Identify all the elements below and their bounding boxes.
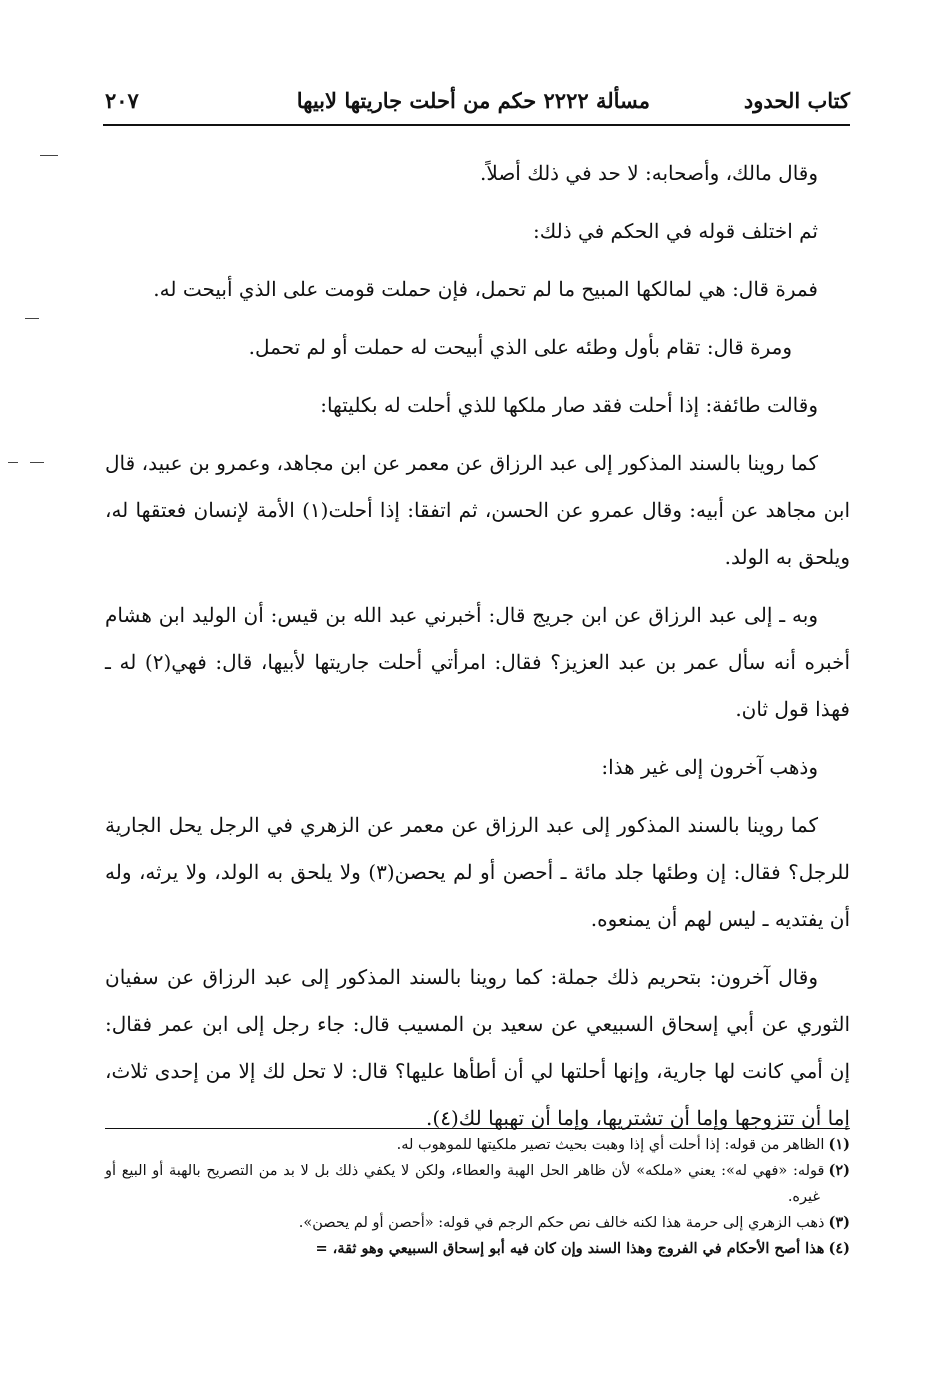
margin-mark	[25, 318, 39, 319]
footnote	[105, 1236, 850, 1262]
footnote-text: هذا أصح الأحكام في الفروج وهذا السند وإن كان فيه أبو إسحاق السبيعي وهو ثقة، =	[315, 1240, 825, 1257]
paragraph: وذهب آخرون إلى غير هذا:	[601, 755, 818, 779]
footnote	[105, 1210, 850, 1236]
paragraph: كما روينا بالسند المذكور إلى عبد الرزاق عن معمر عن الزهري في الرجل يحل الجارية للرجل؟ فقال: إن وطئها جلد مائة ـ أحصن أو لم يحصن(٣) ولا يلحق به الولد، ولا يرثه، وله أن يفتديه ـ ليس لهم أن يمنعوه.	[105, 813, 850, 931]
footnote	[105, 1158, 850, 1210]
running-header	[105, 88, 850, 124]
paragraph: وقال آخرون: بتحريم ذلك جملة: كما روينا بالسند المذكور إلى عبد الرزاق عن سفيان الثوري عن أبي إسحاق السبيعي عن سعيد بن المسيب قال: جاء رجل إلى ابن عمر فقال: إن أمي كانت لها جارية، وإنها أحلتها لي أن أطأها عليها؟ قال: لا تحل لك إلا من إحدى ثلاث، إما أن تتزوجها وإما أن تشتريها، وإما أن تهبها لك(٤).	[105, 965, 850, 1130]
paragraph: ثم اختلف قوله في الحكم في ذلك:	[533, 219, 818, 243]
book-title: كتاب الحدود	[743, 88, 850, 113]
footnote-text: قوله: «فهي له»: يعني «ملكه» لأن ظاهر الحل الهبة والعطاء، ولكن لا يكفي ذلك بل لا بد من التصريح بالهبة أو البيع أو غيره.	[105, 1163, 825, 1205]
main-text	[105, 150, 850, 1153]
header-rule	[103, 124, 850, 126]
footnote-number: (٣)	[828, 1214, 850, 1231]
paragraph: ومرة قال: تقام بأول وطئه على الذي أبيحت له حملت أو لم تحمل.	[248, 335, 792, 359]
footnote-number: (٢)	[828, 1162, 850, 1179]
margin-mark	[40, 155, 58, 156]
footnotes	[105, 1132, 850, 1262]
footnote-number: (١)	[828, 1136, 850, 1153]
paragraph: فمرة قال: هي لمالكها المبيح ما لم تحمل، فإن حملت قومت على الذي أبيحت له.	[153, 277, 818, 301]
margin-mark	[8, 462, 18, 463]
paragraph: وقالت طائفة: إذا أحلت فقد صار ملكها للذي أحلت له بكليتها:	[320, 393, 818, 417]
margin-mark	[30, 462, 44, 463]
footnote	[105, 1132, 850, 1158]
footnote-rule	[105, 1128, 850, 1129]
footnote-number: (٤)	[828, 1240, 850, 1257]
paragraph: كما روينا بالسند المذكور إلى عبد الرزاق عن معمر عن ابن مجاهد، وعمرو بن عبيد، قال ابن مجاهد عن أبيه: وقال عمرو عن الحسن، ثم اتفقا: إذا أحلت(١) الأمة لإنسان فعتقها له، ويلحق به الولد.	[105, 451, 850, 569]
issue-title: مسألة ٢٢٢٢ حكم من أحلت جاريتها لابيها	[296, 88, 650, 113]
paragraph: وبه ـ إلى عبد الرزاق عن ابن جريج قال: أخبرني عبد الله بن قيس: أن الوليد ابن هشام أخبره أنه سأل عمر بن عبد العزيز؟ فقال: امرأتي أحلت جاريتها لأبيها، قال: فهي(٢) له ـ فهذا قول ثان.	[105, 603, 851, 721]
paragraph: وقال مالك، وأصحابه: لا حد في ذلك أصلاً.	[480, 161, 818, 185]
footnote-text: ذهب الزهري إلى حرمة هذا لكنه خالف نص حكم الرجم في قوله: «أحصن أو لم يحصن».	[298, 1215, 825, 1231]
footnote-text: الظاهر من قوله: إذا أحلت أي إذا وهبت بحيث تصير ملكيتها للموهوب له.	[396, 1137, 825, 1153]
page-number: ٢٠٧	[105, 88, 139, 113]
